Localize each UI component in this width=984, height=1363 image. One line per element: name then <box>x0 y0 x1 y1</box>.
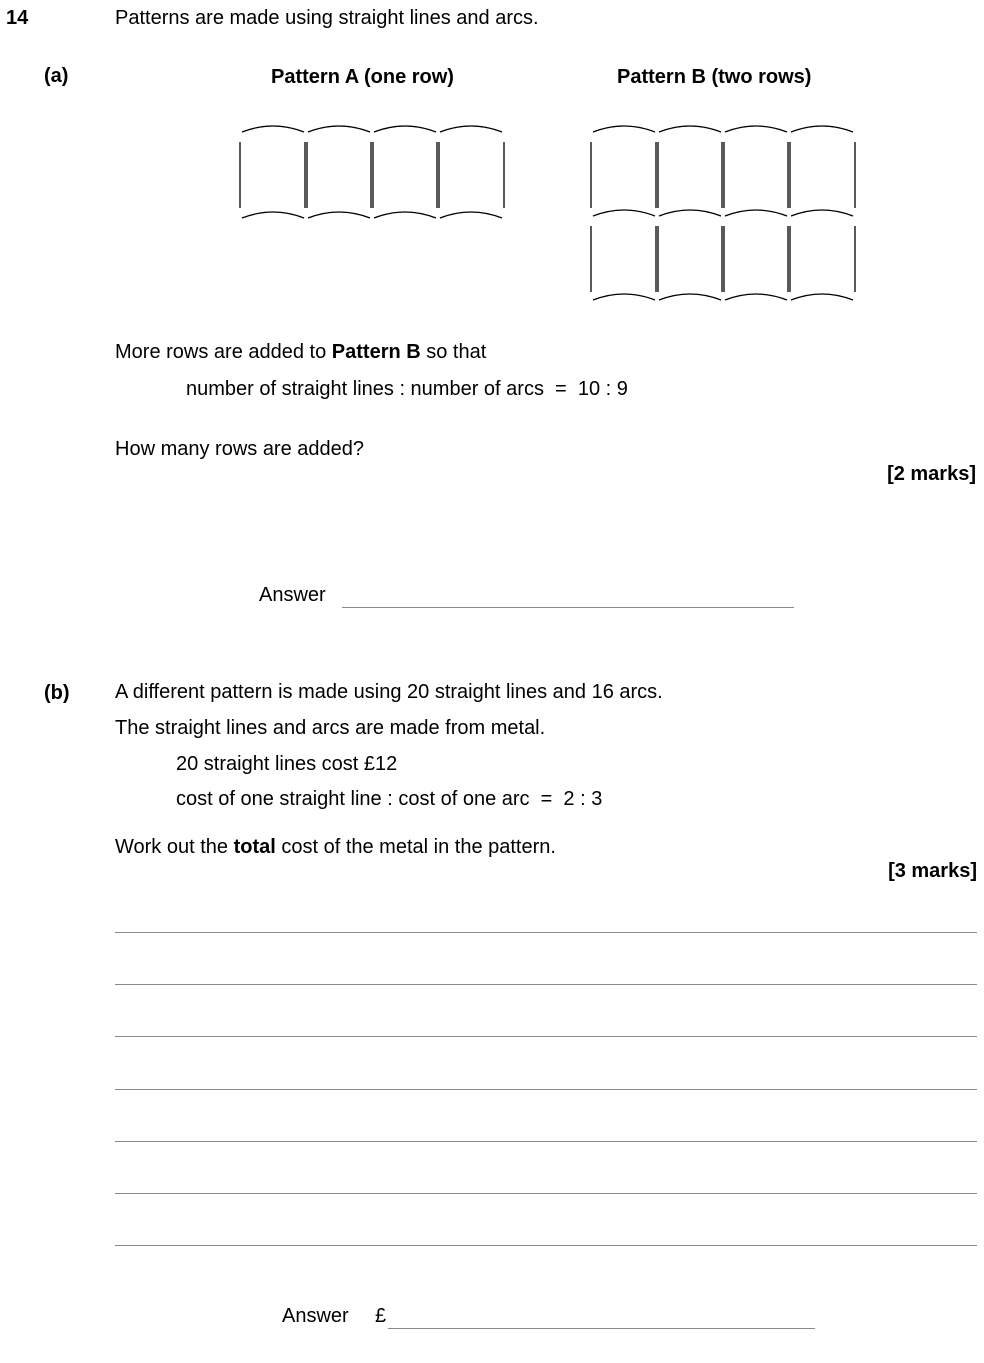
working-line[interactable] <box>115 984 977 985</box>
part-a-question: How many rows are added? <box>115 438 365 460</box>
working-line[interactable] <box>115 1036 977 1037</box>
arc <box>374 212 436 218</box>
part-b-line4: cost of one straight line : cost of one arc = 2 : 3 <box>176 788 603 810</box>
working-line[interactable] <box>115 1245 977 1246</box>
currency-symbol: £ <box>375 1305 387 1327</box>
arc <box>440 126 502 132</box>
arc <box>791 294 853 300</box>
arc <box>242 126 304 132</box>
part-a-text-bold: Pattern B <box>331 341 421 363</box>
pattern-b-title: Pattern B (two rows) <box>617 66 812 88</box>
part-a-ratio: number of straight lines : number of arcs = 10 : 9 <box>186 378 628 400</box>
part-a-answer-label: Answer <box>259 584 326 606</box>
part-b-answer-label: Answer <box>282 1305 349 1327</box>
part-b-line2: The straight lines and arcs are made from metal. <box>115 717 546 739</box>
part-b-marks: [3 marks] <box>888 860 977 882</box>
arc <box>659 126 721 132</box>
arc <box>593 126 655 132</box>
arc <box>791 210 853 216</box>
arc <box>242 212 304 218</box>
part-b-label: (b) <box>44 682 70 704</box>
arc <box>659 294 721 300</box>
working-line[interactable] <box>115 1141 977 1142</box>
question-number: 14 <box>6 7 29 29</box>
arc <box>791 126 853 132</box>
part-b-line1: A different pattern is made using 20 straight lines and 16 arcs. <box>115 681 663 703</box>
part-a-text-suffix: so that <box>420 341 487 363</box>
pattern-b-diagram <box>589 120 857 305</box>
arc <box>593 294 655 300</box>
pattern-a-title: Pattern A (one row) <box>271 66 454 88</box>
pattern-a-diagram <box>238 120 504 220</box>
arc <box>374 126 436 132</box>
part-a-answer-line[interactable] <box>342 607 794 608</box>
arc <box>440 212 502 218</box>
arc <box>725 210 787 216</box>
arc <box>659 210 721 216</box>
part-a-text-prefix: More rows are added to <box>115 341 332 363</box>
part-a-label: (a) <box>44 65 69 87</box>
question-intro: Patterns are made using straight lines and arcs. <box>115 7 539 29</box>
arc <box>308 126 370 132</box>
working-line[interactable] <box>115 932 977 933</box>
part-a-text <box>115 342 486 362</box>
arc <box>593 210 655 216</box>
arc <box>308 212 370 218</box>
working-line[interactable] <box>115 1089 977 1090</box>
part-a-marks: [2 marks] <box>887 463 976 485</box>
part-b-question <box>115 837 556 857</box>
part-b-question-bold: total <box>233 836 276 858</box>
working-line[interactable] <box>115 1193 977 1194</box>
part-b-line3: 20 straight lines cost £12 <box>176 753 398 775</box>
arc <box>725 126 787 132</box>
arc <box>725 294 787 300</box>
part-b-question-prefix: Work out the <box>115 836 234 858</box>
part-b-answer-line[interactable] <box>388 1328 815 1329</box>
part-b-question-suffix: cost of the metal in the pattern. <box>275 836 556 858</box>
